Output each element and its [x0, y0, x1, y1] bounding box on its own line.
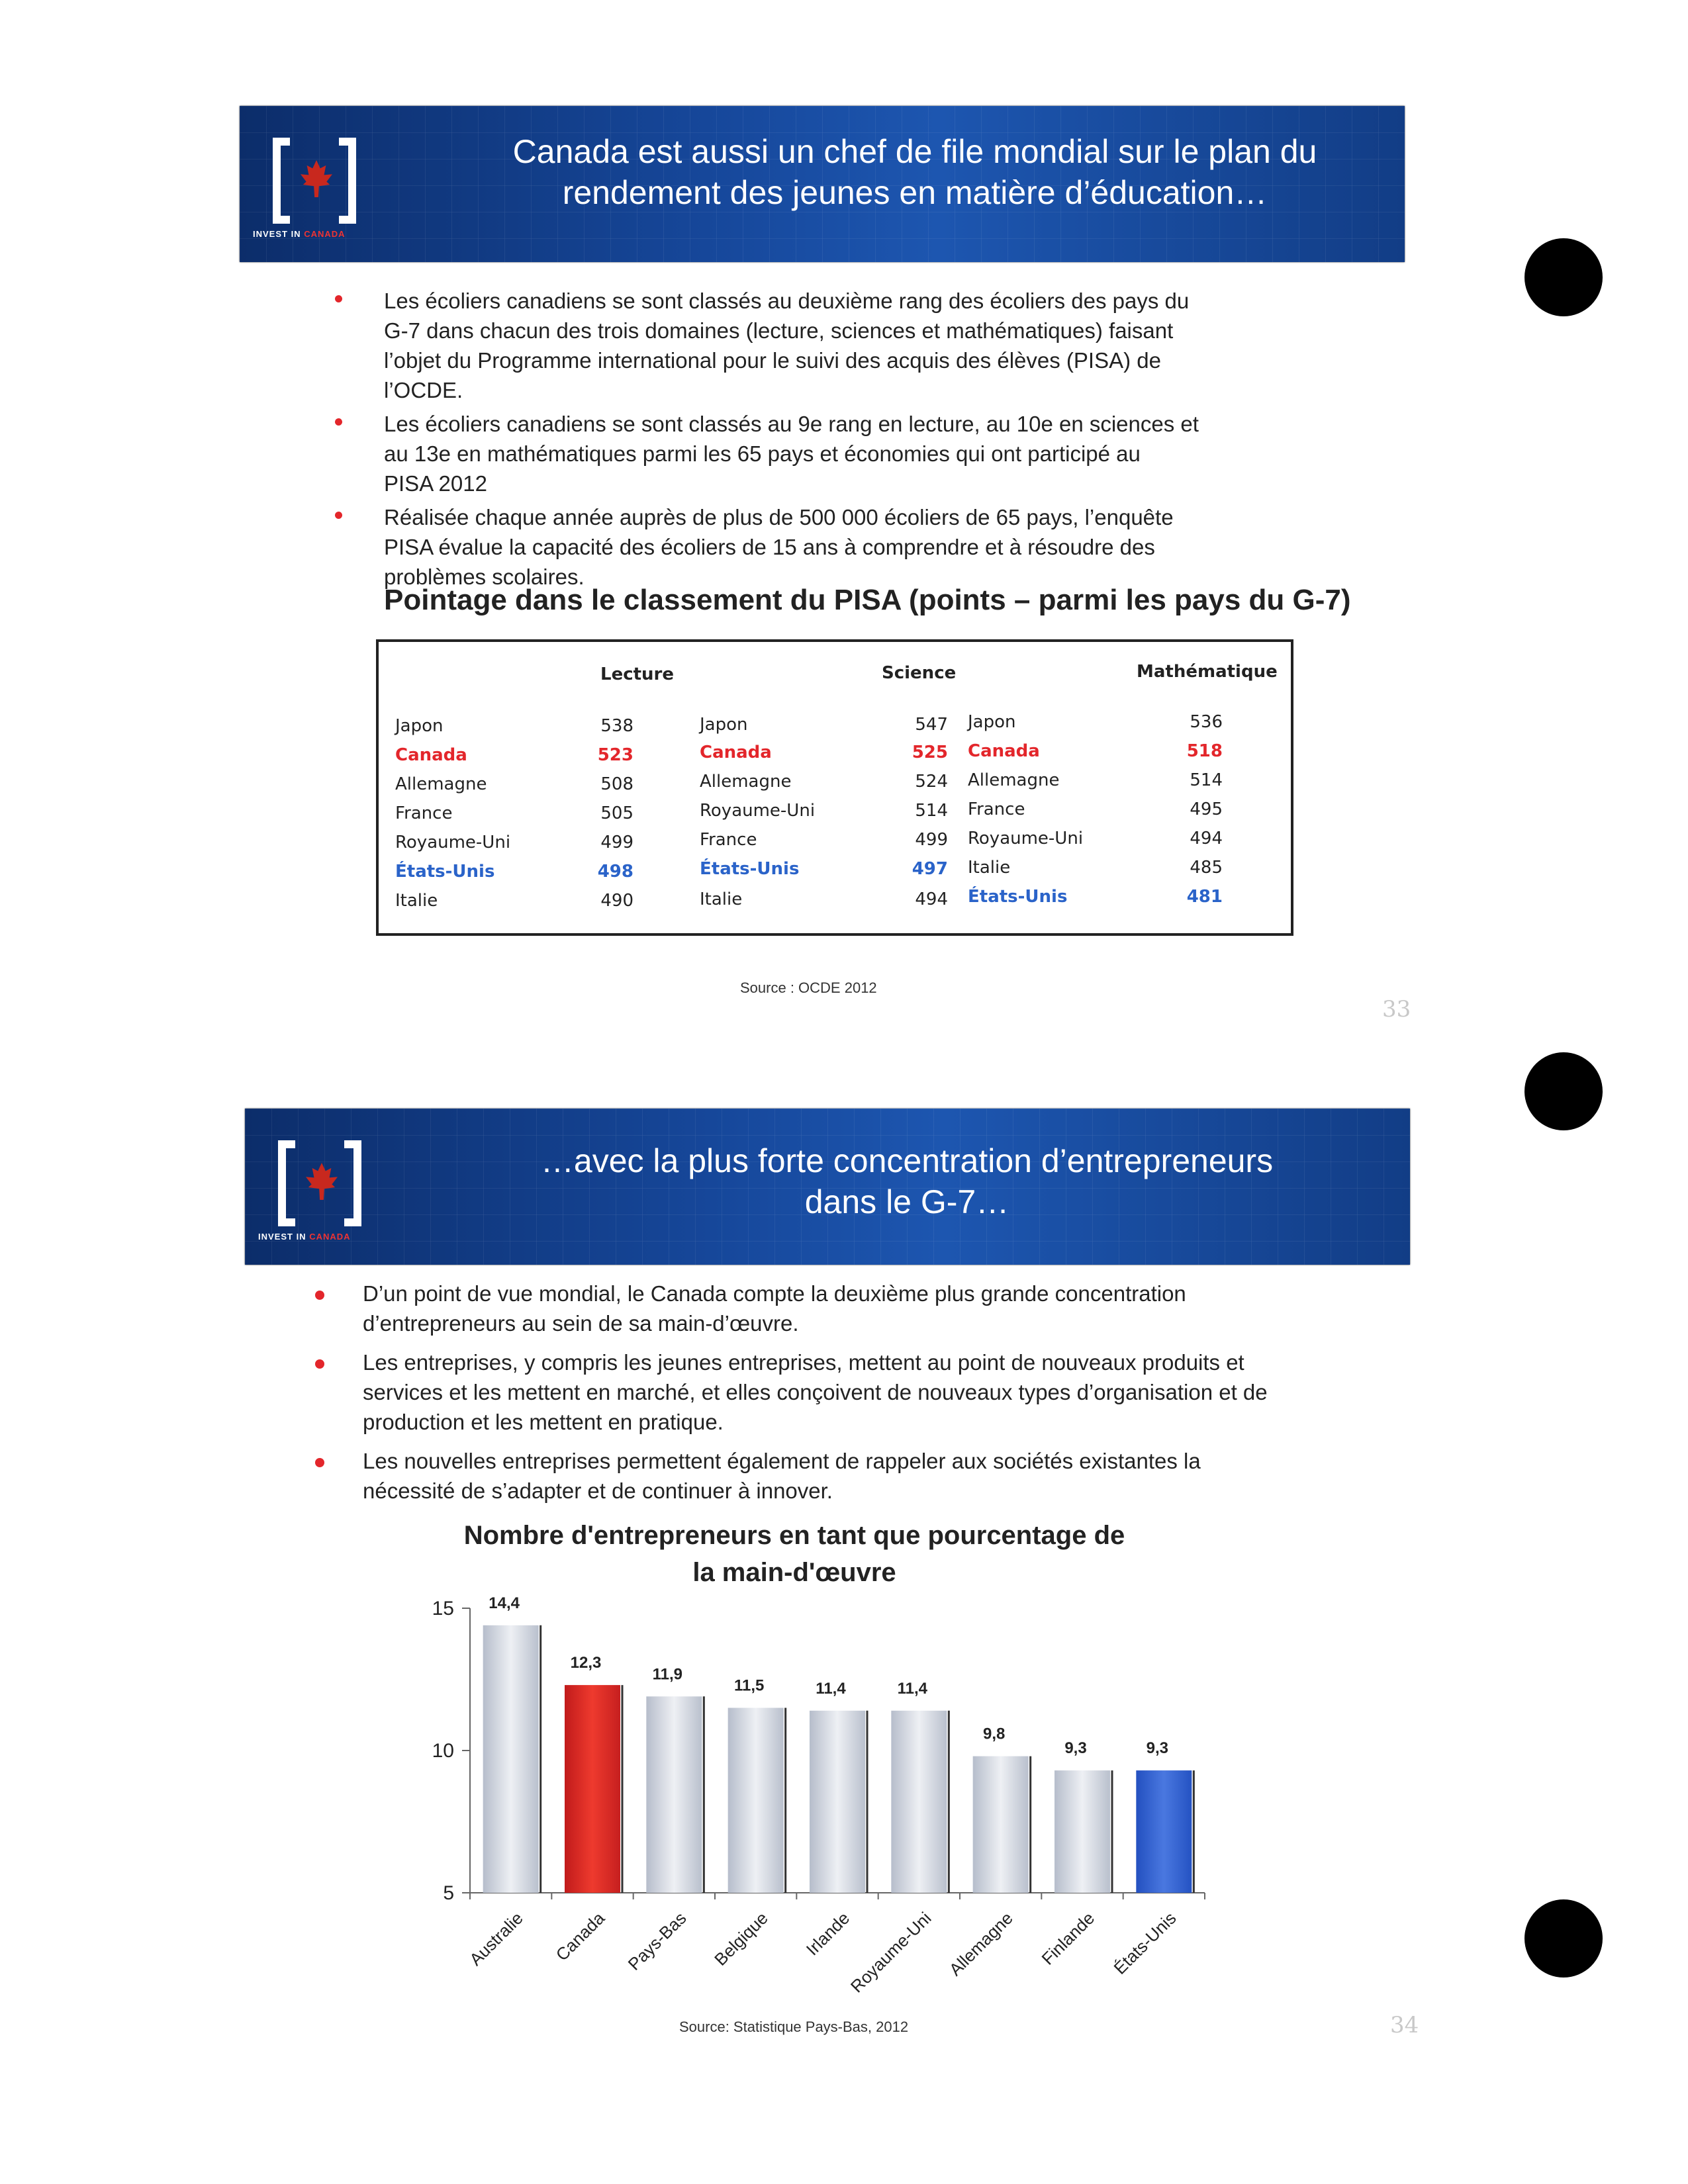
- pisa-score-cell: 485: [1190, 858, 1223, 878]
- bullet-line: l’OCDE.: [384, 378, 463, 402]
- bullet-dot: [315, 1458, 324, 1467]
- data-label: 9,8: [982, 1725, 1006, 1743]
- bar-2: [646, 1696, 702, 1893]
- pisa-country-cell: France: [968, 799, 1025, 819]
- bar-7: [1055, 1770, 1110, 1893]
- pisa-country-cell: États-Unis: [395, 862, 495, 882]
- logo-bracket-left: [278, 1140, 295, 1226]
- bullet-line: Les écoliers canadiens se sont classés au deuxième rang des écoliers des pays du: [384, 289, 1190, 313]
- x-tick-label: Allemagne: [945, 1908, 1017, 1980]
- bullet-item: [363, 1347, 1369, 1437]
- pisa-country-cell: États-Unis: [700, 859, 800, 879]
- invest-in-canada-logo: [258, 1140, 391, 1242]
- bullet-line: D’un point de vue mondial, le Canada compte la deuxième plus grande concentration: [363, 1281, 1186, 1306]
- bullet-item: [363, 1279, 1369, 1338]
- slide34-title-line1: …avec la plus forte concentration d’entrepreneurs: [540, 1142, 1274, 1179]
- binder-hole: [1524, 238, 1603, 316]
- pisa-country-cell: Japon: [700, 715, 748, 735]
- slide34-title-line2: dans le G-7…: [804, 1183, 1009, 1220]
- pisa-score-cell: 495: [1190, 799, 1223, 819]
- chart-title-line2: la main-d'œuvre: [692, 1558, 896, 1587]
- slide33-bullets: [384, 286, 1337, 596]
- data-label: 11,4: [816, 1679, 846, 1698]
- pisa-country-cell: Italie: [968, 858, 1011, 878]
- chart-title: [397, 1517, 1192, 1591]
- pisa-score-cell: 494: [1190, 829, 1223, 848]
- bar-8: [1136, 1770, 1192, 1893]
- data-label: 11,5: [733, 1676, 765, 1695]
- pisa-score-cell: 536: [1190, 712, 1223, 732]
- header-science: Science: [882, 663, 957, 683]
- bullet-line: nécessité de s’adapter et de continuer à innover.: [363, 1479, 833, 1503]
- x-tick-label: Canada: [551, 1908, 609, 1965]
- pisa-score-cell: 494: [915, 889, 948, 909]
- page-number-33: 33: [1382, 996, 1411, 1023]
- bullet-line: l’objet du Programme international pour le suivi des acquis des élèves (PISA) de: [384, 348, 1161, 373]
- bar-1: [565, 1685, 620, 1893]
- bullet-line: Les écoliers canadiens se sont classés au 9e rang en lecture, au 10e en sciences et: [384, 412, 1199, 436]
- bullet-line: PISA évalue la capacité des écoliers de 15 ans à comprendre et à résoudre des: [384, 535, 1155, 559]
- pisa-score-cell: 547: [915, 715, 948, 735]
- logo-caption: INVEST IN CANADA: [258, 1232, 351, 1242]
- pisa-country-cell: France: [395, 803, 453, 823]
- pisa-score-cell: 481: [1186, 887, 1223, 907]
- bullet-item: [384, 502, 1337, 592]
- slide33-banner: [240, 106, 1405, 262]
- entrepreneurs-bar-chart: [397, 1588, 1258, 2038]
- data-label: 14,4: [489, 1594, 520, 1612]
- pisa-country-cell: Japon: [968, 712, 1016, 732]
- logo-bracket-left: [273, 138, 290, 224]
- slide33-title: [438, 131, 1391, 213]
- data-label: 11,4: [897, 1679, 928, 1698]
- pisa-score-cell: 524: [915, 772, 948, 792]
- pisa-country-cell: Allemagne: [395, 774, 487, 794]
- bar-0: [483, 1625, 539, 1893]
- pisa-country-cell: Allemagne: [700, 772, 792, 792]
- pisa-score-cell: 514: [915, 801, 948, 821]
- pisa-score-cell: 499: [600, 833, 633, 852]
- pisa-score-cell: 497: [912, 859, 948, 879]
- pisa-country-cell: Canada: [395, 745, 467, 765]
- pisa-country-cell: Japon: [395, 716, 444, 736]
- pisa-country-cell: Canada: [968, 741, 1040, 761]
- invest-in-canada-logo: [253, 138, 385, 239]
- page-number-34: 34: [1390, 2012, 1419, 2038]
- bullet-line: Les entreprises, y compris les jeunes entreprises, mettent au point de nouveaux produits et: [363, 1350, 1244, 1375]
- bullet-dot: [335, 295, 342, 302]
- pisa-country-cell: Canada: [700, 743, 772, 762]
- bullet-line: Les nouvelles entreprises permettent également de rappeler aux sociétés existantes la: [363, 1449, 1201, 1473]
- pisa-score-cell: 538: [600, 716, 633, 736]
- bullet-item: [384, 409, 1337, 498]
- data-label: 11,9: [652, 1665, 683, 1684]
- logo-bracket-right: [339, 138, 356, 224]
- pisa-country-cell: France: [700, 830, 757, 850]
- data-label: 9,3: [1064, 1739, 1087, 1758]
- bullet-line: problèmes scolaires.: [384, 565, 585, 589]
- pisa-country-cell: Royaume-Uni: [700, 801, 816, 821]
- bullet-line: Réalisée chaque année auprès de plus de 500 000 écoliers de 65 pays, l’enquête: [384, 505, 1174, 529]
- pisa-score-cell: 490: [600, 891, 633, 911]
- slide34-title: [417, 1140, 1397, 1222]
- chart-title-line1: Nombre d'entrepreneurs en tant que pourcentage de: [463, 1521, 1125, 1550]
- x-tick-label: Royaume-Uni: [846, 1908, 935, 1997]
- pisa-table: [376, 639, 1293, 936]
- bar-5: [891, 1711, 947, 1893]
- binder-hole: [1524, 1052, 1603, 1130]
- bullet-item: [363, 1446, 1369, 1506]
- bullet-line: d’entrepreneurs au sein de sa main-d’œuvre.: [363, 1311, 799, 1336]
- pisa-score-cell: 523: [597, 745, 633, 765]
- header-mathematique: Mathématique: [1137, 662, 1278, 682]
- y-tick-label: 10: [432, 1740, 454, 1762]
- bullet-line: PISA 2012: [384, 471, 487, 496]
- pisa-table-title: Pointage dans le classement du PISA (points – parmi les pays du G-7): [384, 584, 1351, 616]
- x-tick-label: Australie: [465, 1908, 527, 1970]
- maple-leaf-icon: [306, 1163, 338, 1200]
- bullet-line: services et les mettent en marché, et elles conçoivent de nouveaux types d’organisation et de: [363, 1380, 1268, 1404]
- slide34-banner: [245, 1109, 1410, 1265]
- bullet-dot: [315, 1359, 324, 1369]
- data-label: 9,3: [1146, 1739, 1169, 1758]
- bullet-line: G-7 dans chacun des trois domaines (lecture, sciences et mathématiques) faisant: [384, 318, 1174, 343]
- pisa-country-cell: Royaume-Uni: [395, 833, 511, 852]
- x-tick-label: Pays-Bas: [624, 1908, 690, 1974]
- binder-hole: [1524, 1899, 1603, 1978]
- y-tick-label: 15: [432, 1598, 454, 1619]
- slide33-title-line1: Canada est aussi un chef de file mondial sur le plan du: [512, 133, 1317, 170]
- bullet-dot: [335, 512, 342, 519]
- slide33-title-line2: rendement des jeunes en matière d’éducation…: [562, 174, 1268, 211]
- maple-leaf-icon: [301, 160, 332, 197]
- logo-caption: INVEST IN CANADA: [253, 229, 346, 239]
- pisa-country-cell: Allemagne: [968, 770, 1060, 790]
- pisa-country-cell: États-Unis: [968, 887, 1068, 907]
- data-label: 12,3: [570, 1654, 602, 1672]
- pisa-score-cell: 498: [597, 862, 633, 882]
- y-tick-label: 5: [443, 1882, 454, 1904]
- bar-6: [973, 1756, 1029, 1893]
- pisa-country-cell: Italie: [700, 889, 743, 909]
- bullet-line: production et les mettent en pratique.: [363, 1410, 724, 1434]
- header-lecture: Lecture: [600, 664, 675, 684]
- bullet-dot: [335, 418, 342, 426]
- pisa-score-cell: 505: [600, 803, 633, 823]
- x-tick-label: États-Unis: [1109, 1908, 1180, 1979]
- bullet-dot: [315, 1291, 324, 1300]
- slide33-source: Source : OCDE 2012: [740, 979, 877, 996]
- pisa-score-cell: 499: [915, 830, 948, 850]
- x-tick-label: Irlande: [802, 1908, 854, 1960]
- pisa-score-cell: 525: [912, 743, 948, 762]
- slide34-bullets: [363, 1279, 1369, 1510]
- pisa-score-cell: 518: [1186, 741, 1223, 761]
- bar-3: [728, 1708, 784, 1893]
- x-tick-label: Finlande: [1037, 1908, 1099, 1969]
- slide34-source: Source: Statistique Pays-Bas, 2012: [679, 2019, 909, 2035]
- bar-4: [810, 1711, 865, 1893]
- pisa-country-cell: Italie: [395, 891, 438, 911]
- pisa-country-cell: Royaume-Uni: [968, 829, 1084, 848]
- x-tick-label: Belgique: [710, 1908, 772, 1970]
- logo-bracket-right: [344, 1140, 361, 1226]
- pisa-score-cell: 514: [1190, 770, 1223, 790]
- bullet-line: au 13e en mathématiques parmi les 65 pays et économies qui ont participé au: [384, 441, 1141, 466]
- pisa-score-cell: 508: [600, 774, 633, 794]
- bullet-item: [384, 286, 1337, 405]
